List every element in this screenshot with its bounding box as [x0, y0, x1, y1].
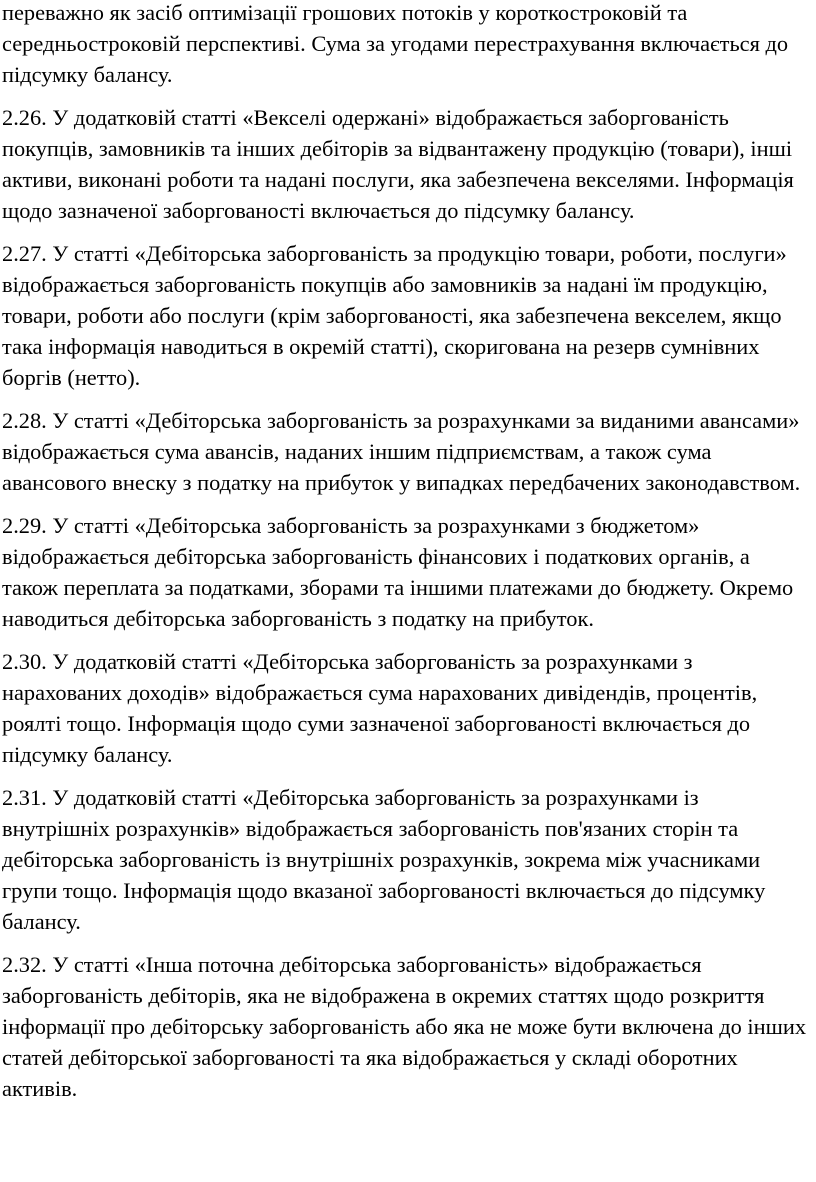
paragraph-2-29: 2.29. У статті «Дебіторська заборгованість за розрахунками з бюджетом» відображається дебіторська заборгованість фінансових і податкових органів, а також переплата за податками, зборами та іншими платежами до бюджету. Окремо наводиться дебіторська заборгованість з податку на прибуток.	[2, 513, 794, 631]
paragraph-2-26: 2.26. У додатковій статті «Векселі одержані» відображається заборгованість покупців, замовників та інших дебіторів за відвантажену продукцію (товари), інші активи, виконані роботи та надані послуги, яка забезпечена векселями. Інформація щодо зазначеної заборгованості включається до підсумку балансу.	[2, 105, 794, 223]
paragraph-2-27: 2.27. У статті «Дебіторська заборгованість за продукцію товари, роботи, послуги» відображається заборгованість покупців або замовників за надані їм продукцію, товари, роботи або послуги (крім заборгованості, яка забезпечена векселем, якщо така інформація наводиться в окремій статті), скоригована на резерв сумнівних боргів (нетто).	[2, 241, 787, 390]
paragraph-2-32: 2.32. У статті «Інша поточна дебіторська заборгованість» відображається заборгованість дебіторів, яка не відображена в окремих статтях щодо розкриття інформації про дебіторську заборгованість або яка не може бути включена до інших статей дебіторської заборгованості та яка відображається у складі оборотних активів.	[2, 952, 807, 1101]
paragraph-2-30: 2.30. У додатковій статті «Дебіторська заборгованість за розрахунками з нарахованих доходів» відображається сума нарахованих дивідендів, процентів, роялті тощо. Інформація щодо суми зазначеної заборгованості включається до підсумку балансу.	[2, 649, 758, 767]
paragraph-continuation: переважно як засіб оптимізації грошових потоків у короткостроковій та середньостроковій перспективі. Сума за угодами перестрахування включається до підсумку балансу.	[2, 0, 789, 87]
paragraph-2-31: 2.31. У додатковій статті «Дебіторська заборгованість за розрахунками із внутрішніх розрахунків» відображається заборгованість пов'язаних сторін та дебіторська заборгованість із внутрішніх розрахунків, зокрема між учасниками групи тощо. Інформація щодо вказаної заборгованості включається до підсумку балансу.	[2, 785, 766, 934]
paragraph-2-28: 2.28. У статті «Дебіторська заборгованість за розрахунками за виданими авансами» відображається сума авансів, наданих іншим підприємствам, а також сума авансового внеску з податку на прибуток у випадках передбачених законодавством.	[2, 408, 801, 495]
